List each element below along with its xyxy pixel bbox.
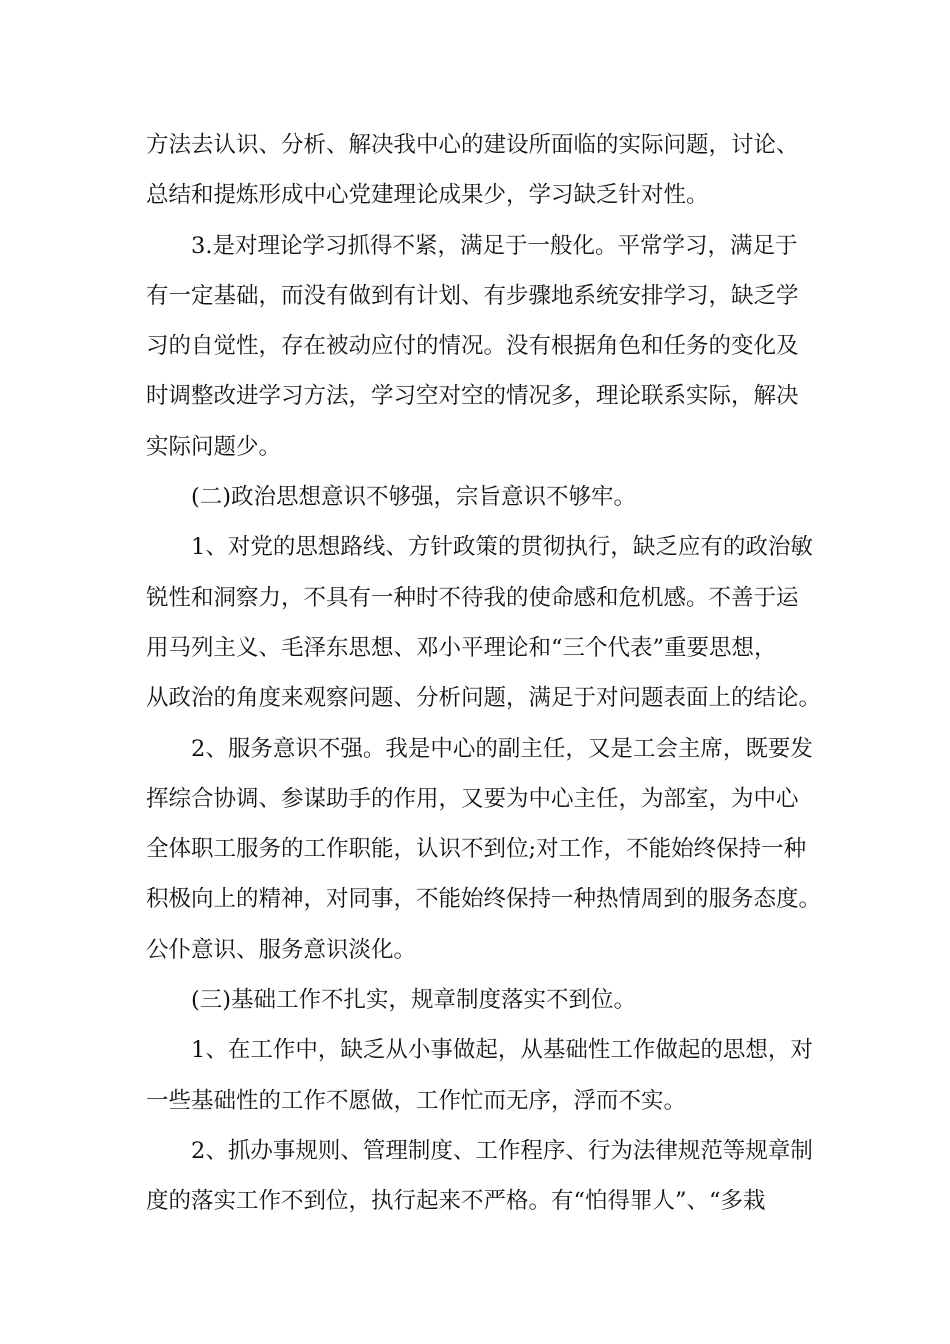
document-body <box>146 120 826 1227</box>
section-heading: (三)基础工作不扎实，规章制度落实不到位。 <box>191 987 637 1014</box>
text-line: 积极向上的精神，对同事，不能始终保持一种热情周到的服务态度。 <box>146 886 822 913</box>
text-line: 时调整改进学习方法，学习空对空的情况多，理论联系实际，解决 <box>146 383 799 410</box>
paragraph-start-line: 3.是对理论学习抓得不紧，满足于一般化。平常学习，满足于 <box>191 232 798 259</box>
paragraph-start-line: 2、服务意识不强。我是中心的副主任，又是工会主席，既要发 <box>191 735 813 762</box>
text-line: 全体职工服务的工作职能，认识不到位;对工作，不能始终保持一种 <box>146 836 807 863</box>
text-line: 实际问题少。 <box>146 433 282 460</box>
text-line: 挥综合协调、参谋助手的作用，又要为中心主任，为部室，为中心 <box>146 785 799 812</box>
paragraph-start-line: 2、抓办事规则、管理制度、工作程序、行为法律规范等规章制 <box>191 1137 813 1164</box>
text-line: 度的落实工作不到位，执行起来不严格。有“怕得罪人”、“多栽 <box>146 1188 766 1215</box>
text-line: 习的自觉性，存在被动应付的情况。没有根据角色和任务的变化及 <box>146 333 799 360</box>
section-heading: (二)政治思想意识不够强，宗旨意识不够牢。 <box>191 484 637 511</box>
text-line: 锐性和洞察力，不具有一种时不待我的使命感和危机感。不善于运 <box>146 584 799 611</box>
text-line: 有一定基础，而没有做到有计划、有步骤地系统安排学习，缺乏学 <box>146 282 799 309</box>
paragraph-start-line: 1、在工作中，缺乏从小事做起，从基础性工作做起的思想，对 <box>191 1037 813 1064</box>
text-line: 方法去认识、分析、解决我中心的建设所面临的实际问题，讨论、 <box>146 132 799 158</box>
text-line: 一些基础性的工作不愿做，工作忙而无序，浮而不实。 <box>146 1087 687 1114</box>
paragraph-start-line: 1、对党的思想路线、方针政策的贯彻执行，缺乏应有的政治敏 <box>191 534 813 561</box>
text-line: 用马列主义、毛泽东思想、邓小平理论和“三个代表”重要思想， <box>146 634 777 661</box>
text-line: 公仆意识、服务意识淡化。 <box>146 936 417 963</box>
text-line: 从政治的角度来观察问题、分析问题，满足于对问题表面上的结论。 <box>146 685 822 712</box>
text-line: 总结和提炼形成中心党建理论成果少，学习缺乏针对性。 <box>146 182 709 209</box>
